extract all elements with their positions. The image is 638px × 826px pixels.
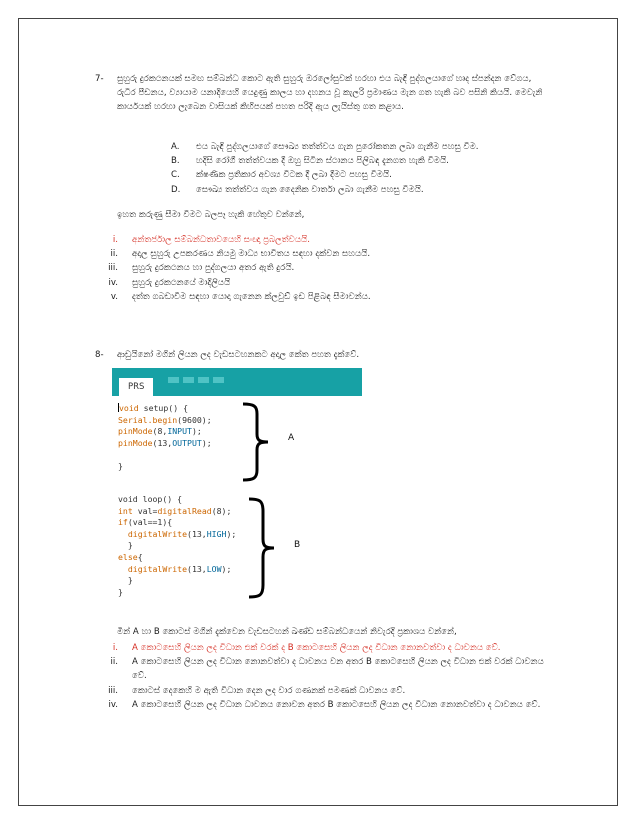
option-d: D. සෞඛ්‍ය තත්ත්වය ගැන දෛනික වාර්තා ලබා ගැනීම පහසු වීමයි.	[171, 184, 424, 195]
question-7-number: 7-	[95, 74, 104, 84]
question-7-text: සුහුරු දුරකථනයක් සමඟ සම්බන්ධ කොට ඇති සුහුරු ඔරලෝසුවක් හරහා එය බැඳි පුද්ගලයාගේ හෘද ස්පන්දන වේගය, රුධිර පීඩනය, ව්‍යායාම යනාදියෙහි යෙදුණු කාලය හා දහනය වූ කැලරි ප්‍රමාණය මැන ගත හැකි බව පසිනි කියයි. මෙවැනි කාර්යයක් හරහා ලැබෙන වාසියක් කිහිපයක් පහත පරිදි ඇය ලැයිස්තු ගත කළාය.	[117, 74, 543, 113]
code-line: }	[127, 540, 133, 551]
question-8-lead: මින් A හා B කොටස් මගින් දැක්වෙන වැඩසටහන් ඛණ්ඩ සම්බන්ධයෙන් නිවැරදි ප්‍රකාශය වන්නේ,	[117, 627, 457, 637]
code-block-a	[118, 403, 212, 473]
question-7-answers	[94, 233, 534, 304]
option-a: A. එය බැඳි පුද්ගලයාගේ සෞඛ්‍ය තත්ත්වය ගැන පුරෝකතන ලබා ගැනීම පහසු වීම.	[171, 142, 479, 152]
label-a: A	[288, 433, 295, 443]
code-line: Serial.begin(9600);	[118, 414, 212, 425]
answer-7-iii: iii. සුහුරු දුරකථනය හා පුද්ගලයා අතර ඇති දුරයි.	[108, 263, 295, 274]
code-line: else{	[118, 551, 143, 562]
new-icon[interactable]	[198, 377, 209, 383]
sketch-tab[interactable]: PRS	[119, 378, 153, 396]
code-line: void setup() {	[119, 403, 189, 413]
code-line: if(val==1){	[118, 517, 173, 528]
upload-icon[interactable]	[183, 377, 194, 383]
answer-8-iv: iv. A කොටසෙහි ලියන ලද විධාන ධාවනය නොවන අතර B කොටසෙහි ලියන ලද විධාන නොනවත්වා ද ධාවනය වේ.	[108, 699, 541, 710]
answer-8-ii: ii. A කොටසෙහි ලියන ලද විධාන නොනවත්වා ද ධාවනය වන අතර B කොටසෙහි ලියන ලද විධාන එක් වරක් ධාවනය වේ.	[110, 657, 544, 682]
option-b: B. හදිසි රෝගී තත්ත්වයක දී ඔහු සිටින ස්ථානය පිලිබඳ දැනගත හැකි වීමයි.	[171, 156, 449, 167]
open-icon[interactable]	[213, 377, 224, 383]
question-7	[95, 72, 547, 115]
code-line: }	[118, 586, 123, 597]
option-c: C. ක්ෂණික ප්‍රතිකාර අවශ්‍ය විටක දී ලබා දීමට පහසු වීමයි.	[171, 170, 392, 181]
code-line: }	[127, 575, 133, 586]
code-block-b	[118, 494, 236, 598]
arduino-ide-toolbar	[112, 368, 362, 396]
question-8	[95, 348, 547, 362]
code-line: pinMode(13,OUTPUT);	[118, 437, 212, 448]
answer-8-i: i. A කොටසෙහි ලියන ලද විධාන එක් වරක් ද B කොටසෙහි ලියන ලද විධාන නොනවත්වා ද ධාවනය වේ.	[112, 643, 501, 653]
code-line: void loop() {	[118, 494, 183, 504]
answer-7-i: i. අන්තර්ජාල සම්බන්ධතාවයෙහි සංඥා ප්‍රබලත්වයයි.	[112, 235, 310, 245]
code-line: pinMode(8,INPUT);	[118, 426, 202, 437]
verify-icon[interactable]	[168, 377, 179, 383]
brace-b-icon	[246, 497, 286, 599]
question-8-text: ආඩුයිනෝ මගින් ලියන ලද වැඩසටහනකට අදාල කේත පහත දැක්වේ.	[117, 350, 360, 360]
question-7-lead: ඉහත කරුණු සීමා වීමට බලපෑ හැකි හේතුව වන්නේ,	[117, 210, 305, 220]
answer-8-iii: iii. කොටස් දෙකෙහි ම ඇති විධාන දෙන ලද වාර ගණනක් පමණක් ධාවනය වේ.	[108, 685, 406, 696]
answer-7-v: v. දත්ත ගබඩාවීම සඳහා යොදා ගැනෙන ක්ලවුඩ් ඉඩ පිළිබඳ සීමාවන්ය.	[110, 291, 371, 302]
code-line: digitalWrite(13,HIGH);	[127, 528, 237, 539]
answer-7-iv: iv. සුහුරු දුරකථනයේ මාදිලියයි	[108, 277, 231, 288]
question-8-number: 8-	[95, 350, 104, 360]
code-line: }	[118, 460, 123, 471]
code-line: digitalWrite(13,LOW);	[127, 563, 232, 574]
toolbar-buttons	[168, 368, 228, 374]
code-line: int val=digitalRead(8);	[118, 505, 232, 516]
brace-a-icon	[240, 402, 280, 482]
label-b: B	[294, 540, 301, 550]
question-8-answers	[94, 641, 554, 712]
answer-7-ii: ii. අදාල සුහුරු උපකරණය නියමු මාධ්‍ය භාවිතය සඳහා දක්වන සහයයි.	[110, 249, 371, 260]
question-7-options	[171, 140, 551, 197]
